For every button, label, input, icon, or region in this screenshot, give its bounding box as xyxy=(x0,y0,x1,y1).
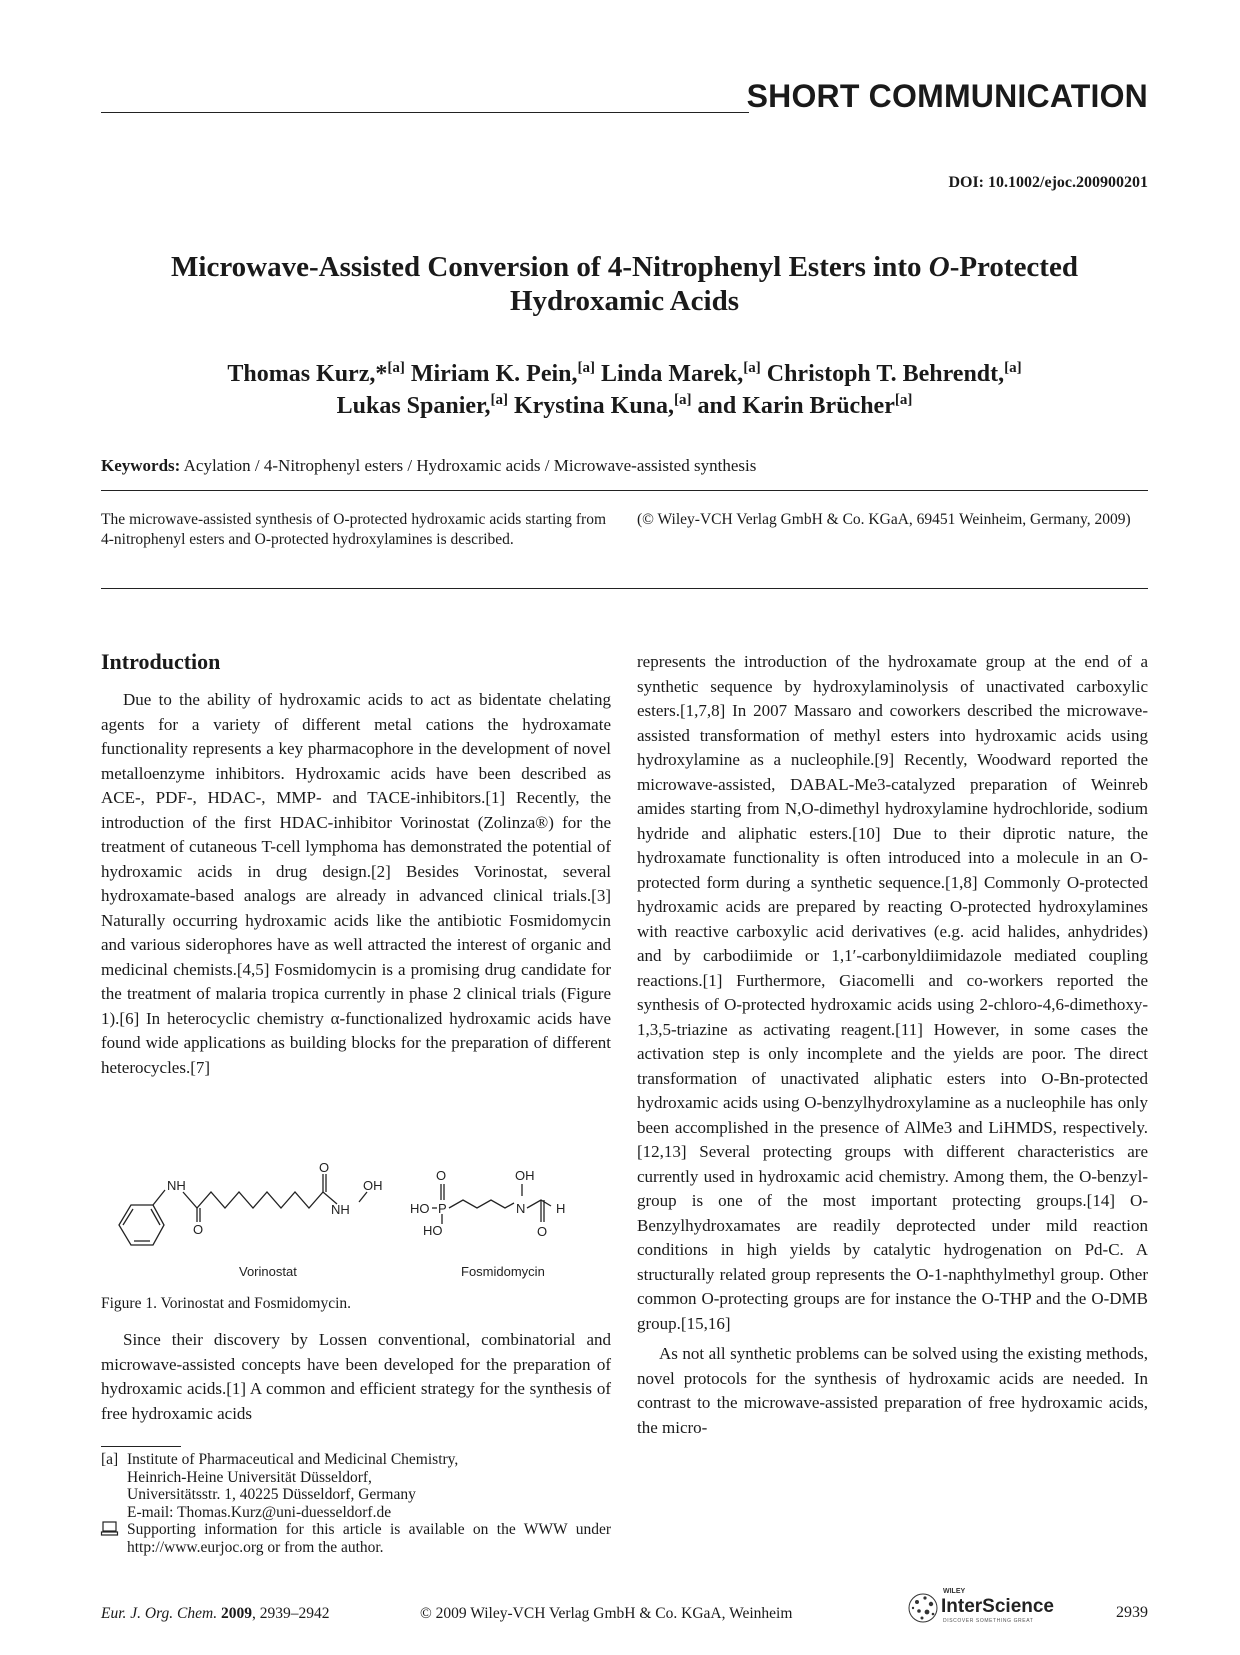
title-part: Microwave-Assisted Conversion of 4-Nitrophenyl Esters into xyxy=(171,251,929,283)
atom-label: N xyxy=(516,1201,526,1216)
header-rule xyxy=(101,112,749,113)
footer-copyright: © 2009 Wiley-VCH Verlag GmbH & Co. KGaA, Weinheim xyxy=(420,1605,793,1622)
author: Thomas Kurz,*[a] xyxy=(227,360,405,387)
author: Krystina Kuna,[a] xyxy=(513,392,692,419)
logo-wordmark: InterScience xyxy=(941,1596,1054,1617)
supporting-info-text[interactable]: Supporting information for this article is available on the WWW under http://www.eurjoc.org or from the author. xyxy=(127,1521,611,1556)
right-column xyxy=(637,650,1148,1440)
left-column-continued xyxy=(101,1328,611,1426)
article-title xyxy=(101,250,1148,318)
email-line[interactable]: E-mail: Thomas.Kurz@uni-duesseldorf.de xyxy=(127,1503,392,1521)
doi-value[interactable]: 10.1002/ejoc.200900201 xyxy=(988,174,1148,191)
title-part: -Protected xyxy=(949,251,1078,283)
atom-label: P xyxy=(438,1201,447,1216)
introduction-heading: Introduction xyxy=(101,649,221,674)
compound-name-fosmidomycin: Fosmidomycin xyxy=(461,1264,545,1279)
atom-label: O xyxy=(436,1168,447,1183)
journal-name: Eur. J. Org. Chem. xyxy=(101,1605,218,1622)
intro-paragraph-4: As not all synthetic problems can be solved using the existing methods, novel protocols for the synthesis of hydroxamic acids are needed. In contrast to the microwave-assisted preparation of free hydroxamic acids, the micro- xyxy=(637,1344,1148,1437)
author: Christoph T. Behrendt,[a] xyxy=(766,360,1022,387)
journal-pages: , 2939–2942 xyxy=(251,1605,330,1622)
keywords-label: Keywords: xyxy=(101,456,181,475)
figure-1 xyxy=(101,1160,611,1280)
footnote-mark: [a] xyxy=(101,1451,119,1468)
compound-name-vorinostat: Vorinostat xyxy=(239,1264,297,1279)
keywords-text: Acylation / 4-Nitrophenyl esters / Hydroxamic acids / Microwave-assisted synthesis xyxy=(183,456,757,475)
intro-paragraph-2: Since their discovery by Lossen conventional, combinatorial and microwave-assisted concepts have been developed for the preparation of hydroxamic acids.[1] A common and efficient strategy for the synthesis of free hydroxamic acids xyxy=(101,1330,611,1423)
author: Miriam K. Pein,[a] xyxy=(410,360,595,387)
affiliation-line: Universitätsstr. 1, 40225 Düsseldorf, Germany xyxy=(127,1486,416,1503)
atom-label: NH xyxy=(331,1202,350,1217)
intro-paragraph-3: represents the introduction of the hydroxamate group at the end of a synthetic sequence by hydroxylaminolysis of unactivated carboxylic esters.[1,7,8] In 2007 Massaro and coworkers described the microwave-assisted transformation of methyl esters into hydroxamic acids using hydroxylamine as a nucleophile.[9] Recently, Woodward reported the microwave-assisted, DABAL-Me3-catalyzed preparation of Weinreb amides starting from N,O-dimethyl hydroxylamine hydrochloride, sodium hydride and aliphatic esters.[10] Due to their diprotic nature, the hydroxamate functionality is often introduced into a molecule in an O-protected form during a synthetic sequence.[1,8] Commonly O-protected hydroxamic acids are prepared by reacting O-protected hydroxylamines with reactive carboxylic acid derivatives (e.g. acid halides, anhydrides) and by carbodiimide or 1,1′-carbonyldiimidazole mediated coupling reactions.[1] Furthermore, Giacomelli and co-workers reported the synthesis of O-protected hydroxamic acids using 2-chloro-4,6-dimethoxy-1,3,5-triazine as activating reagent.[11] However, in some cases the activation step is only incomplete and the yields are poor. The direct transformation of unactivated aliphatic esters into O-Bn-protected hydroxamic acids using O-benzylhydroxylamine as a nucleophile has only been accomplished in the presence of AlMe3 and LiHMDS, respectively.[12,13] Several protecting groups with different characteristics are currently used in hydroxamic acid chemistry. Among them, the O-benzyl-group is one of the most important protecting groups.[14] O-Benzylhydroxamates are readily deprotected under mild reaction conditions in high yields by catalytic hydrogenation on Pd-C. A structurally related group represents the O-1-naphthylmethyl group. Other common O-protecting groups are for instance the O-THP and the O-DMB group.[15,16] xyxy=(637,652,1148,1333)
affiliation xyxy=(101,1451,611,1521)
computer-icon xyxy=(101,1521,127,1556)
section-label: SHORT COMMUNICATION xyxy=(746,78,1148,114)
doi-label: DOI: xyxy=(948,174,985,191)
author: Linda Marek,[a] xyxy=(601,360,761,387)
atom-label: O xyxy=(319,1160,330,1175)
affiliation-line: Institute of Pharmaceutical and Medicinal Chemistry, xyxy=(127,1451,459,1468)
logo-tagline: DISCOVER SOMETHING GREAT xyxy=(943,1618,1034,1624)
page-number: 2939 xyxy=(1116,1604,1148,1621)
structure-drawing xyxy=(101,1160,611,1280)
logo-globe-icon xyxy=(909,1594,937,1622)
journal-year: 2009 xyxy=(220,1605,252,1622)
abstract-copyright: (© Wiley-VCH Verlag GmbH & Co. KGaA, 69451 Weinheim, Germany, 2009) xyxy=(637,511,1131,528)
footnote xyxy=(101,1451,611,1556)
atom-label: OH xyxy=(363,1178,383,1193)
abstract: The microwave-assisted synthesis of O-protected hydroxamic acids starting from 4-nitrophenyl esters and O-protected hydroxylamines is described. xyxy=(101,511,606,548)
figure-caption: Figure 1. Vorinostat and Fosmidomycin. xyxy=(101,1295,352,1312)
atom-label: H xyxy=(556,1201,566,1216)
abstract-bottom-rule xyxy=(101,588,1148,589)
atom-label: NH xyxy=(167,1178,186,1193)
footnote-rule xyxy=(101,1446,181,1447)
author-list xyxy=(101,358,1148,422)
intro-paragraph-1: Due to the ability of hydroxamic acids to act as bidentate chelating agents for a variety of different metal cations the hydroxamate functionality represents a key pharmacophore in the development of novel metalloenzyme inhibitors. Hydroxamic acids have been described as ACE-, PDF-, HDAC-, MMP- and TACE-inhibitors.[1] Recently, the introduction of the first HDAC-inhibitor Vorinostat (Zolinza®) for the treatment of cutaneous T-cell lymphoma has demonstrated the potential of hydroxamic acids in drug design.[2] Besides Vorinostat, several hydroxamate-based analogs are already in advanced clinical trials.[3] Naturally occurring hydroxamic acids like the antibiotic Fosmidomycin and various siderophores have as well attracted the interest of organic and medicinal chemists.[4,5] Fosmidomycin is a promising drug candidate for the treatment of malaria tropica currently in phase 2 clinical trials (Figure 1).[6] In heterocyclic chemistry α-functionalized hydroxamic acids have found wide applications as building blocks for the preparation of different heterocycles.[7] xyxy=(101,690,611,1077)
author: Lukas Spanier,[a] xyxy=(336,392,508,419)
affiliation-line: Heinrich-Heine Universität Düsseldorf, xyxy=(127,1468,372,1486)
doi xyxy=(948,174,1148,192)
atom-label: O xyxy=(193,1222,204,1237)
atom-label: HO xyxy=(423,1223,443,1238)
abstract-top-rule xyxy=(101,490,1148,491)
title-italic: O xyxy=(928,251,950,283)
title-line-2: Hydroxamic Acids xyxy=(509,285,740,317)
author: and Karin Brücher[a] xyxy=(697,392,913,419)
interscience-logo[interactable] xyxy=(905,1584,1073,1628)
footer-citation xyxy=(101,1605,329,1623)
logo-wiley: WILEY xyxy=(943,1588,966,1595)
benzene-ring xyxy=(119,1205,164,1245)
atom-label: OH xyxy=(515,1168,535,1183)
keywords xyxy=(101,456,756,476)
atom-label: HO xyxy=(410,1201,430,1216)
atom-label: O xyxy=(537,1224,548,1239)
supporting-info xyxy=(101,1521,611,1556)
left-column xyxy=(101,648,611,1080)
